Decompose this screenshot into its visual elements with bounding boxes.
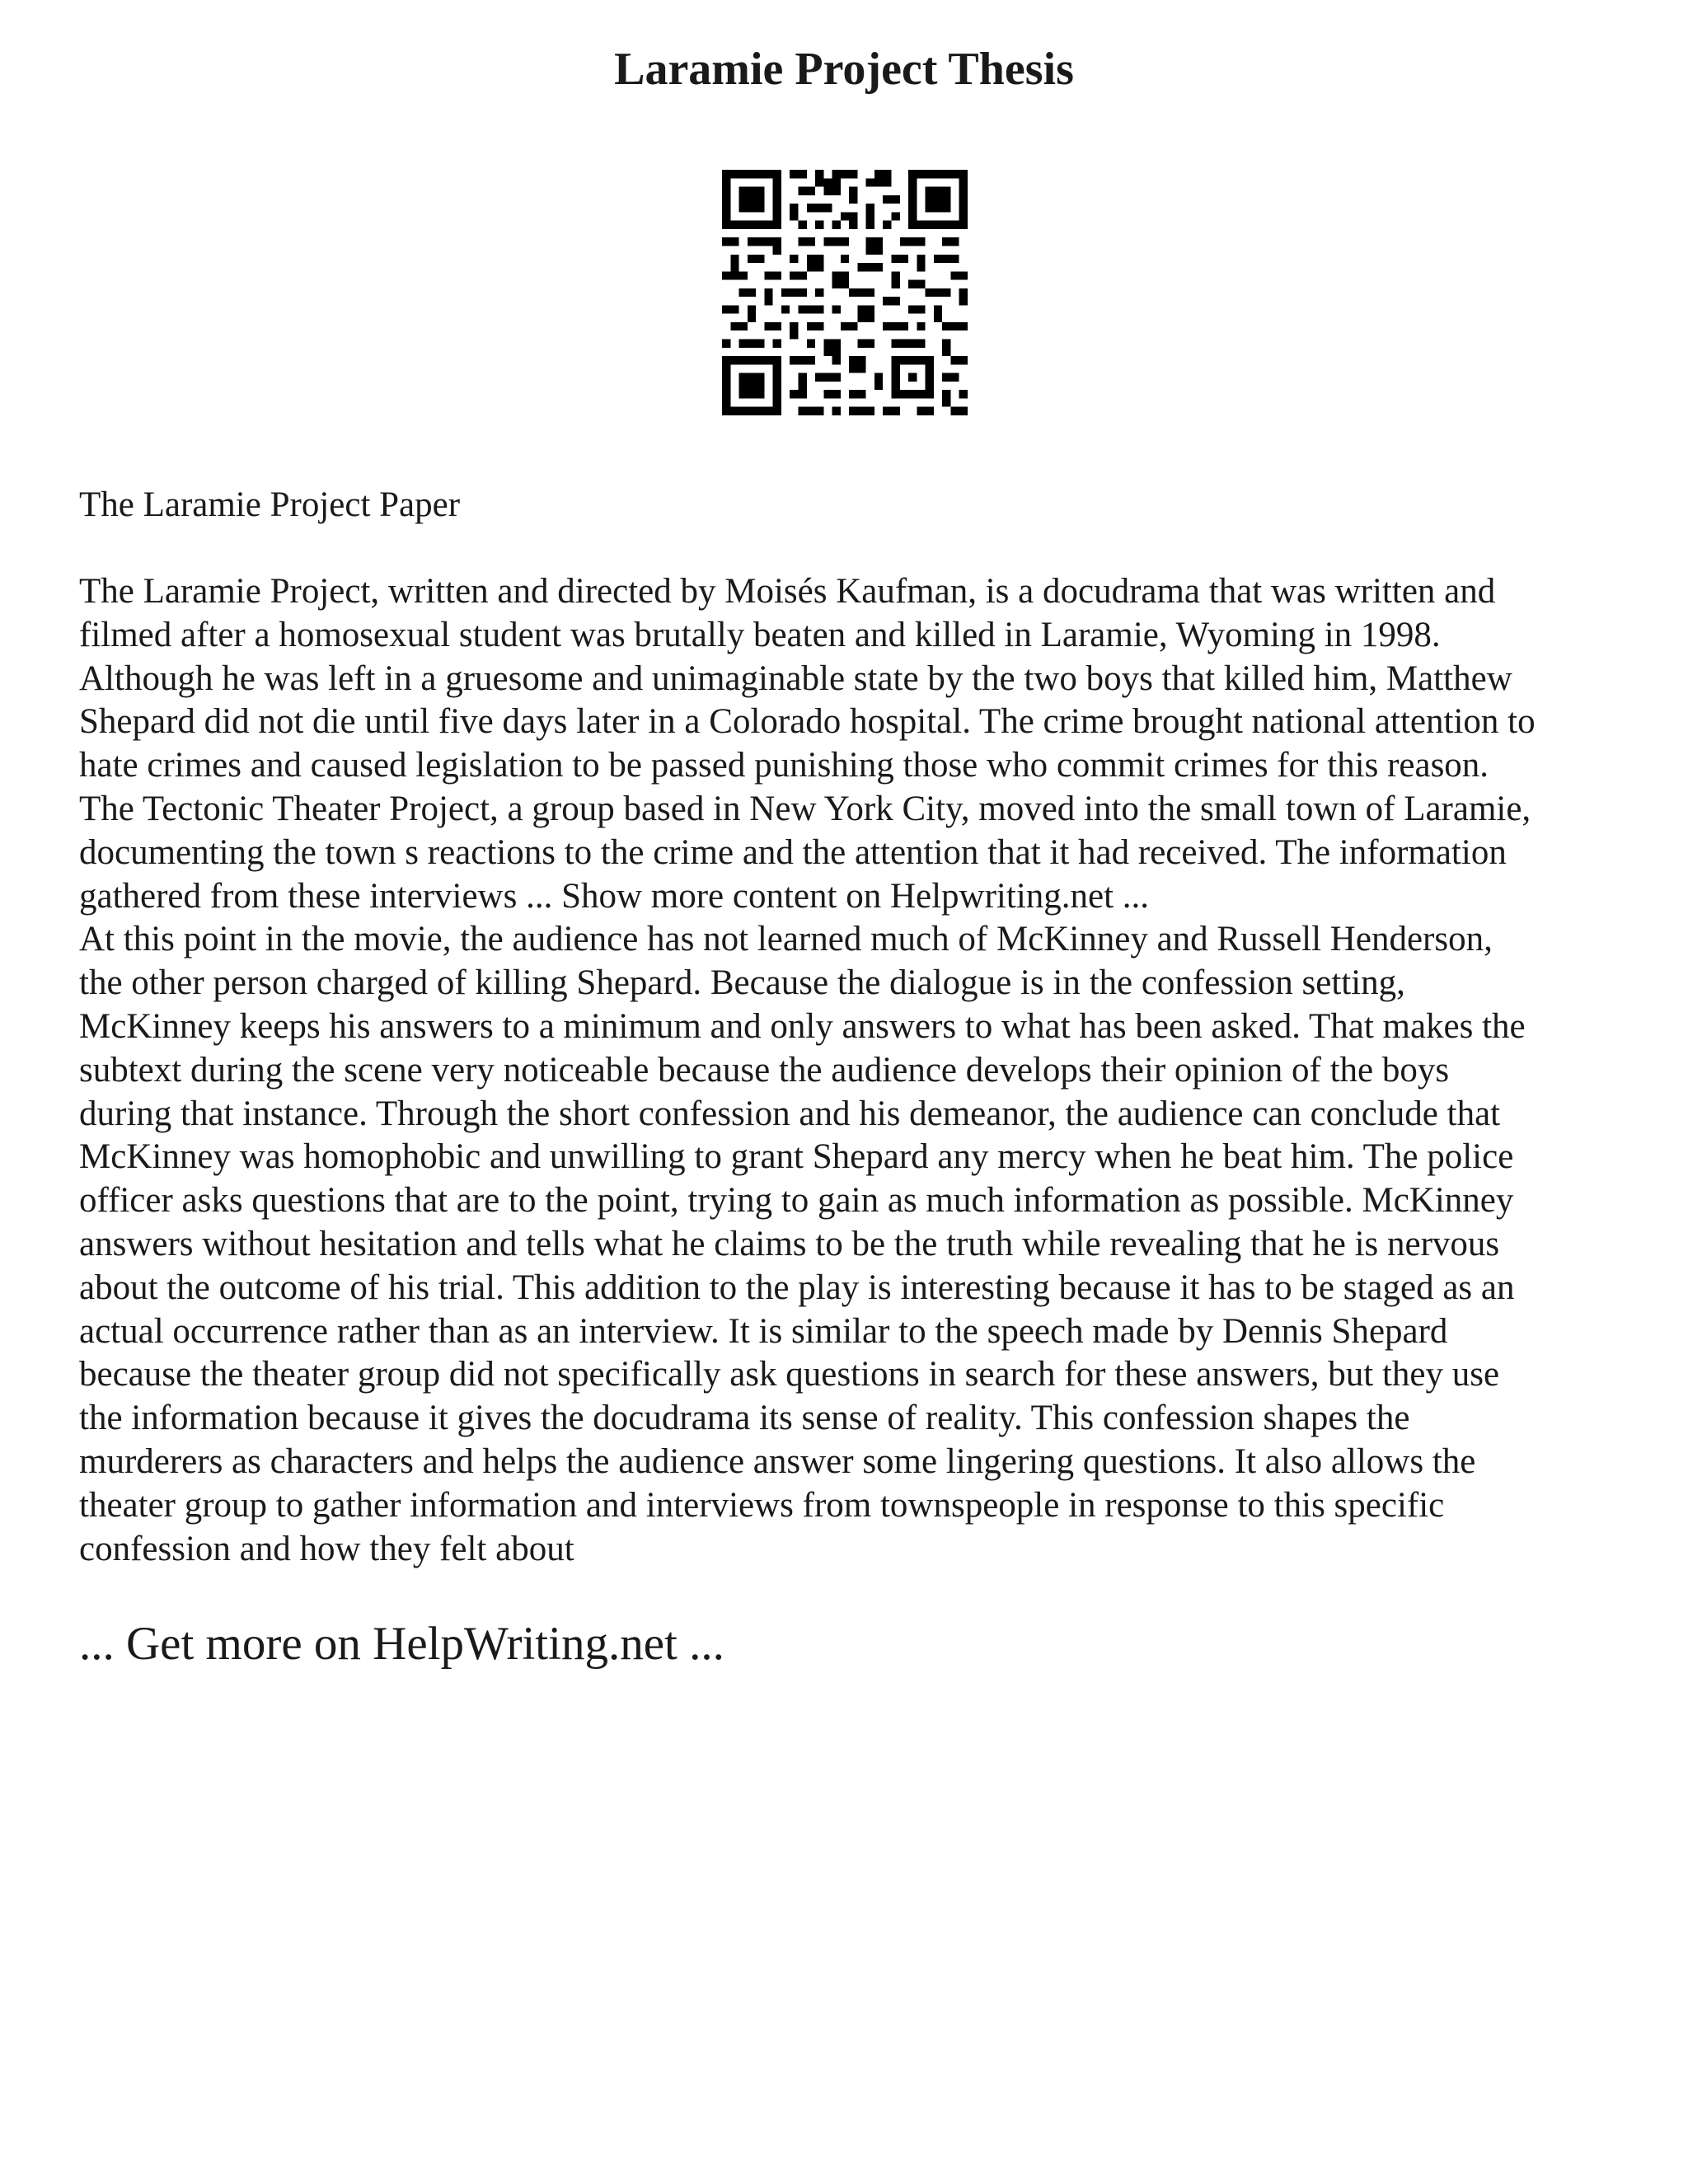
text-line: Although he was left in a gruesome and unimaginable state by the two boys that killed him, Matthew [79,658,1512,698]
text-line: about the outcome of his trial. This addition to the play is interesting because it has to be staged as an [79,1268,1515,1307]
text-line: murderers as characters and helps the audience answer some lingering questions. It also allows the [79,1441,1476,1481]
text-line: confession and how they felt about [79,1529,574,1568]
text-line: during that instance. Through the short confession and his demeanor, the audience can conclude that [79,1094,1501,1133]
text-line: McKinney was homophobic and unwilling to grant Shepard any mercy when he beat him. The police [79,1137,1514,1177]
text-line: because the theater group did not specifically ask questions in search for these answers, but they use [79,1355,1500,1394]
text-line: subtext during the scene very noticeable because the audience develops their opinion of the boys [79,1050,1450,1090]
document-title: Laramie Project Thesis [614,44,1074,95]
document-subtitle: The Laramie Project Paper [79,485,461,524]
text-line: actual occurrence rather than as an interview. It is similar to the speech made by Dennis Shepard [79,1311,1448,1351]
text-line: McKinney keeps his answers to a minimum and only answers to what has been asked. That makes the [79,1006,1526,1046]
qr-code-icon [722,170,968,415]
text-line: gathered from these interviews ... Show more content on Helpwriting.net ... [79,876,1150,916]
text-line: hate crimes and caused legislation to be passed punishing those who commit crimes for this reason. [79,746,1489,785]
text-line: documenting the town s reactions to the crime and the attention that it had received. The information [79,832,1507,872]
get-more-link[interactable]: ... Get more on HelpWriting.net ... [79,1618,724,1670]
text-line: filmed after a homosexual student was brutally beaten and killed in Laramie, Wyoming in 1998. [79,615,1441,654]
text-line: answers without hesitation and tells what he claims to be the truth while revealing that he is nervous [79,1224,1500,1263]
text-line: theater group to gather information and interviews from townspeople in response to this specific [79,1485,1445,1525]
text-line: Shepard did not die until five days later in a Colorado hospital. The crime brought national attention to [79,702,1536,742]
text-line: the information because it gives the docudrama its sense of reality. This confession shapes the [79,1399,1410,1438]
text-line: The Tectonic Theater Project, a group based in New York City, moved into the small town of Laramie, [79,789,1531,828]
text-line: officer asks questions that are to the point, trying to gain as much information as possible. McKinney [79,1181,1514,1221]
text-line: the other person charged of killing Shepard. Because the dialogue is in the confession setting, [79,963,1405,1003]
text-line: At this point in the movie, the audience has not learned much of McKinney and Russell Henderson, [79,920,1493,959]
body-text [79,570,1629,1571]
text-line: The Laramie Project, written and directed by Moisés Kaufman, is a docudrama that was written and [79,572,1496,611]
